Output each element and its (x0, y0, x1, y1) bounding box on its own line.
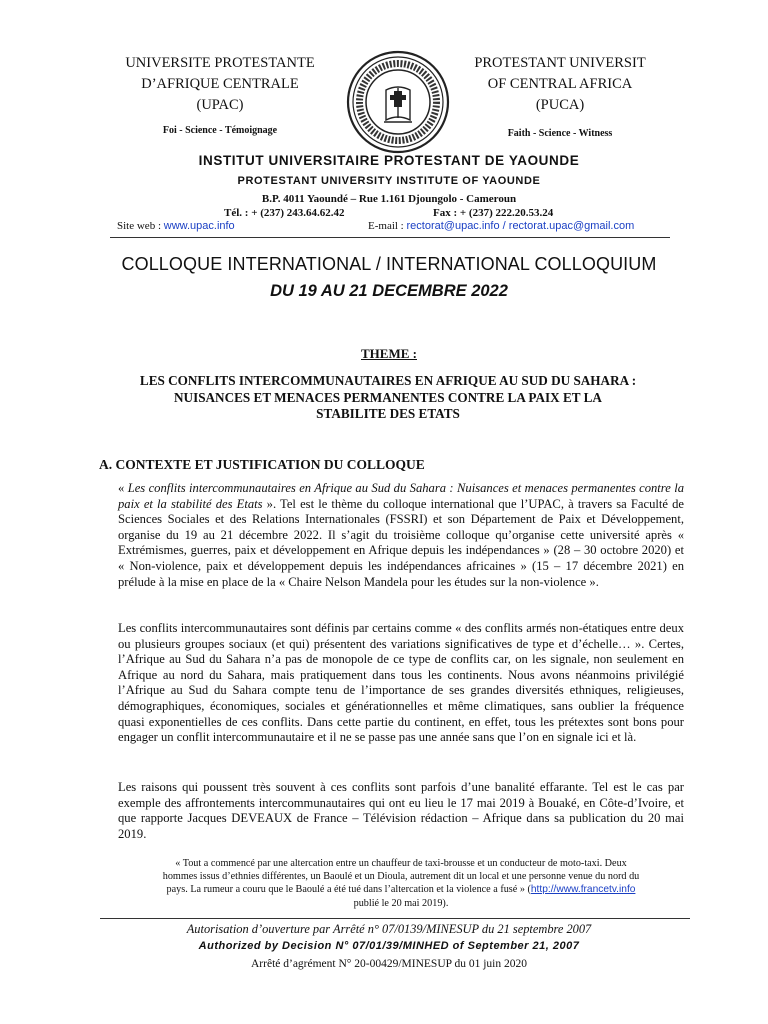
quote-line-4: publié le 20 mai 2019). (353, 897, 449, 909)
univ-name-fr-line1: UNIVERSITE PROTESTANTE (125, 55, 315, 71)
block-quote (108, 857, 694, 910)
theme-line-1: LES CONFLITS INTERCOMMUNAUTAIRES EN AFRIQUE AU SUD DU SAHARA : (139, 373, 637, 388)
p1-theme-italic: Les conflits intercommunautaires en Afrique au Sud du Sahara : Nuisances et menaces permanentes contre la paix et la stabilité des Etats (118, 481, 684, 511)
univ-acronym-en: (PUCA) (535, 97, 585, 113)
section-a-heading: A. CONTEXTE ET JUSTIFICATION DU COLLOQUE (99, 457, 425, 472)
paragraph-3: Les raisons qui poussent très souvent à ces conflits sont parfois d’une banalité effarante. Tel est le cas par exemple des affrontements intercommunautaires qui ont eu lieu le 17 mai 2019 à Bouaké, en Côte-d’Ivoire, et que rapporte Jacques DEVEAUX de France – Télévision rédaction – Afrique dans sa publication du 20 mai 2019. (118, 780, 684, 841)
colloque-title: COLLOQUE INTERNATIONAL / INTERNATIONAL COLLOQUIUM (121, 254, 657, 274)
quote-line-3-text: pays. La rumeur a couru que le Baoulé a été tué dans l’altercation et la violence a fusé » ( (166, 884, 531, 896)
theme-heading: THEME : (361, 346, 417, 361)
univ-name-en-line2: OF CENTRAL AFRICA (487, 76, 633, 92)
theme-title (60, 373, 716, 423)
quote-line-3 (108, 883, 694, 896)
univ-acronym-fr: (UPAC) (196, 97, 244, 113)
email-label: E-mail : (368, 220, 407, 232)
footer-divider (100, 918, 690, 919)
website-line (117, 220, 235, 232)
postal-address: B.P. 4011 Yaoundé – Rue 1.161 Djoungolo - Cameroun (261, 193, 517, 205)
univ-name-fr-line2: D’AFRIQUE CENTRALE (141, 76, 299, 92)
p1-text: ». Tel est le thème du colloque international que l’UPAC, à travers sa Faculté de Sciences Sociales et des Relations Internationales (FSSRI) et son Département de Paix et Développement, organise du 19 au 21 décembre 2022. Il s’agit du troisième colloque qu’organise cette université après « Extrémismes, guerres, paix et développement en Afrique depuis les indépendances » (28 – 30 octobre 2020) et « Non-violence, paix et développement depuis les indépendances africaines » (15 – 17 décembre 2021) en prélude à la mise en place de la « Chaire Nelson Mandela pour les études sur la non-violence ». (118, 496, 684, 589)
telephone: Tél. : + (237) 243.64.62.42 (224, 207, 345, 219)
quote-line-2: hommes issus d’ethnies différentes, un Baoulé et un Dioula, autrement dit un local et une personne venue du nord du (162, 871, 640, 883)
email-line (368, 220, 634, 232)
motto-fr: Foi - Science - Témoignage (162, 125, 278, 136)
p1-open-quote: « (118, 481, 128, 495)
header-right (430, 53, 690, 116)
website-label: Site web : (117, 220, 164, 232)
motto-en: Faith - Science - Witness (507, 128, 613, 139)
paragraph-1 (118, 481, 684, 590)
email-separator: / (499, 220, 509, 232)
email-link-2[interactable]: rectorat.upac@gmail.com (508, 220, 635, 232)
email-link-1[interactable]: rectorat@upac.info (406, 220, 500, 232)
website-link[interactable]: www.upac.info (163, 220, 235, 232)
footer-authorization-en: Authorized by Decision N° 07/01/39/MINHED of September 21, 2007 (198, 940, 580, 952)
paragraph-2: Les conflits intercommunautaires sont définis par certains comme « des conflits armés non-étatiques entre deux ou plusieurs groupes sociaux (et qui) présentent des variations significatives de type et d’échelle… ». Certes, l’Afrique au Sud du Sahara n’a pas de monopole de ce type de conflits car, on les signale, non seulement en Afrique au nord du Sahara, mais pratiquement dans tous les continents. Nous avons néanmoins privilégié l’Afrique au Sud du Sahara compte tenu de l’importance de ses grandes diversités ethniques, religieuses, démographiques, économiques, sociales et générationnelles et même climatiques, sans oublier la fréquence quasi exponentielles de ces conflits. Dans cette partie du continent, en effet, tous les prétextes sont bons pour engager un conflit intercommunautaire et il ne se passe pas une année sans que l’on en signale ici et là. (118, 621, 684, 745)
footer-authorization-fr: Autorisation d’ouverture par Arrêté n° 07/0139/MINESUP du 21 septembre 2007 (186, 922, 592, 936)
header-left (90, 53, 350, 116)
institute-name-en: PROTESTANT UNIVERSITY INSTITUTE OF YAOUNDE (237, 175, 541, 187)
header-divider (110, 237, 670, 238)
colloque-dates: DU 19 AU 21 DECEMBRE 2022 (270, 282, 508, 300)
fax: Fax : + (237) 222.20.53.24 (433, 207, 554, 219)
quote-source-link[interactable]: http://www.francetv.info (530, 884, 636, 896)
institute-name-fr: INSTITUT UNIVERSITAIRE PROTESTANT DE YAOUNDE (198, 153, 580, 168)
theme-line-3: STABILITE DES ETATS (316, 406, 460, 421)
univ-name-en-line1: PROTESTANT UNIVERSIT (474, 55, 646, 71)
footer-accreditation: Arrêté d’agrément N° 20-00429/MINESUP du 01 juin 2020 (251, 958, 527, 970)
quote-line-1: « Tout a commencé par une altercation entre un chauffeur de taxi-brousse et un conducteur de moto-taxi. Deux (175, 858, 627, 869)
theme-line-2: NUISANCES ET MENACES PERMANENTES CONTRE LA PAIX ET LA (174, 389, 602, 405)
